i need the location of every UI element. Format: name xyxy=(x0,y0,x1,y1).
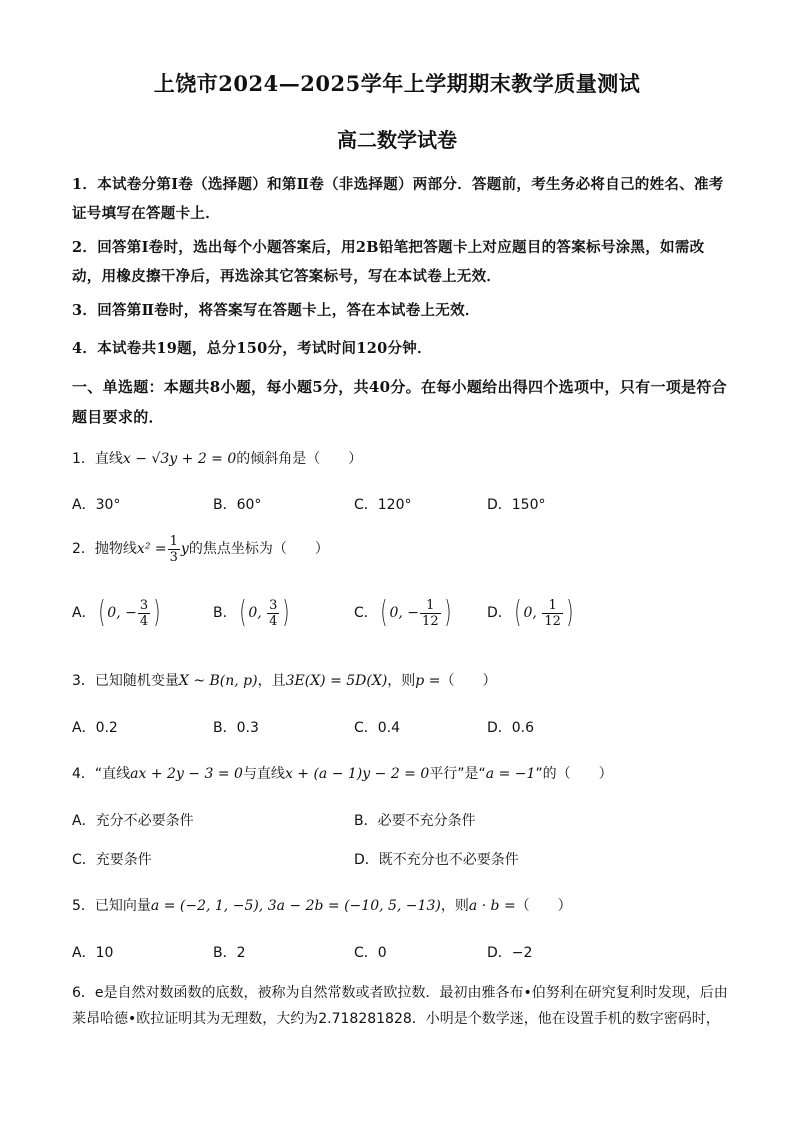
question-1-suffix: 的倾斜角是（ ） xyxy=(236,451,363,467)
question-4-option-d: D．既不充分也不必要条件 xyxy=(354,852,519,868)
question-3-distribution: X ~ B(n, p) xyxy=(178,673,258,689)
instruction-3: 3．回答第Ⅱ卷时，将答案写在答题卡上，答在本试卷上无效． xyxy=(72,302,480,319)
question-3-option-d: D．0.6 xyxy=(487,720,535,736)
question-2-fraction: $\frac{1}{3}$ xyxy=(169,533,178,565)
question-4-option-a: A．充分不必要条件 xyxy=(72,813,194,829)
question-3-condition: 3E(X) = 5D(X) xyxy=(285,673,388,689)
question-5-option-b: B．2 xyxy=(213,945,246,961)
question-5-option-a: A．10 xyxy=(72,945,114,961)
question-1-prefix: 1．直线 xyxy=(72,451,123,467)
question-1-option-c: C．120° xyxy=(354,497,412,513)
question-5-option-d: D．−2 xyxy=(487,945,533,961)
question-3-option-a: A．0.2 xyxy=(72,720,118,736)
question-1-expression: x − √3y + 2 = 0 xyxy=(122,451,237,467)
exam-subtitle: 高二数学试卷 xyxy=(337,128,457,152)
question-6-text: 6．e是自然对数函数的底数，被称为自然常数或者欧拉数．最初由雅各布•伯努利在研究复利时发现，后由莱昂哈德•欧拉证明其为无理数，大约为2.718281828．小明是个数学迷，他在设置手机的数字密码时， xyxy=(72,985,728,1027)
question-2-var: y xyxy=(180,541,189,557)
question-3: 3．已知随机变量X ~ B(n, p)，且3E(X) = 5D(X)，则p =（ ） xyxy=(72,673,497,689)
instruction-1: 1．本试卷分第Ⅰ卷（选择题）和第Ⅱ卷（非选择题）两部分．答题前，考生务必将自己的姓名、准考证号填写在答题卡上． xyxy=(72,176,724,222)
question-2-suffix: 的焦点坐标为（ ） xyxy=(188,541,329,557)
question-1-option-a: A．30° xyxy=(72,497,121,513)
section-single-choice-heading: 一、单选题：本题共8小题，每小题5分，共40分。在每小题给出得四个选项中，只有一项是符合题目要求的． xyxy=(72,378,727,426)
question-3-option-b: B．0.3 xyxy=(213,720,259,736)
question-2 xyxy=(72,532,732,566)
question-2-prefix: 2．抛物线 xyxy=(72,541,137,557)
question-2-option-a: A．( 0, − $\frac{3}{4}$ ) xyxy=(72,595,161,630)
question-5-option-c: C．0 xyxy=(354,945,387,961)
question-1-option-d: D．150° xyxy=(487,497,546,513)
question-2-option-d: D．( 0, $\frac{1}{12}$ ) xyxy=(487,595,574,630)
question-2-option-c: C．( 0, − $\frac{1}{12}$ ) xyxy=(354,595,451,630)
question-5-vectors: a = (−2, 1, −5), 3a − 2b = (−10, 5, −13) xyxy=(150,898,441,914)
instruction-2: 2．回答第Ⅰ卷时，选出每个小题答案后，用2B铅笔把答题卡上对应题目的答案标号涂黑，如需改动，用橡皮擦干净后，再选涂其它答案标号，写在本试卷上无效． xyxy=(72,239,705,285)
question-4-line-1: ax + 2y − 3 = 0 xyxy=(130,766,243,782)
question-5: 5．已知向量a = (−2, 1, −5), 3a − 2b = (−10, 5, −13)，则a · b =（ ） xyxy=(72,898,572,914)
question-3-option-c: C．0.4 xyxy=(354,720,401,736)
question-1 xyxy=(72,449,732,469)
question-5-dot-product: a · b = xyxy=(468,898,516,914)
exam-title: 上饶市2024—2025学年上学期期末教学质量测试 xyxy=(153,71,641,96)
question-4-option-b: B．必要不充分条件 xyxy=(354,813,476,829)
question-1-option-b: B．60° xyxy=(213,497,262,513)
question-4-option-c: C．充要条件 xyxy=(72,852,152,868)
instruction-4: 4．本试卷共19题，总分150分，考试时间120分钟． xyxy=(72,340,432,357)
question-2-option-b: B．( 0, $\frac{3}{4}$ ) xyxy=(213,595,290,630)
question-2-lhs: x² = xyxy=(136,541,167,557)
question-4: 4．“直线ax + 2y − 3 = 0与直线x + (a − 1)y − 2 = 0平行”是“a = −1”的（ ） xyxy=(72,766,613,782)
question-4-line-2: x + (a − 1)y − 2 = 0 xyxy=(284,766,430,782)
